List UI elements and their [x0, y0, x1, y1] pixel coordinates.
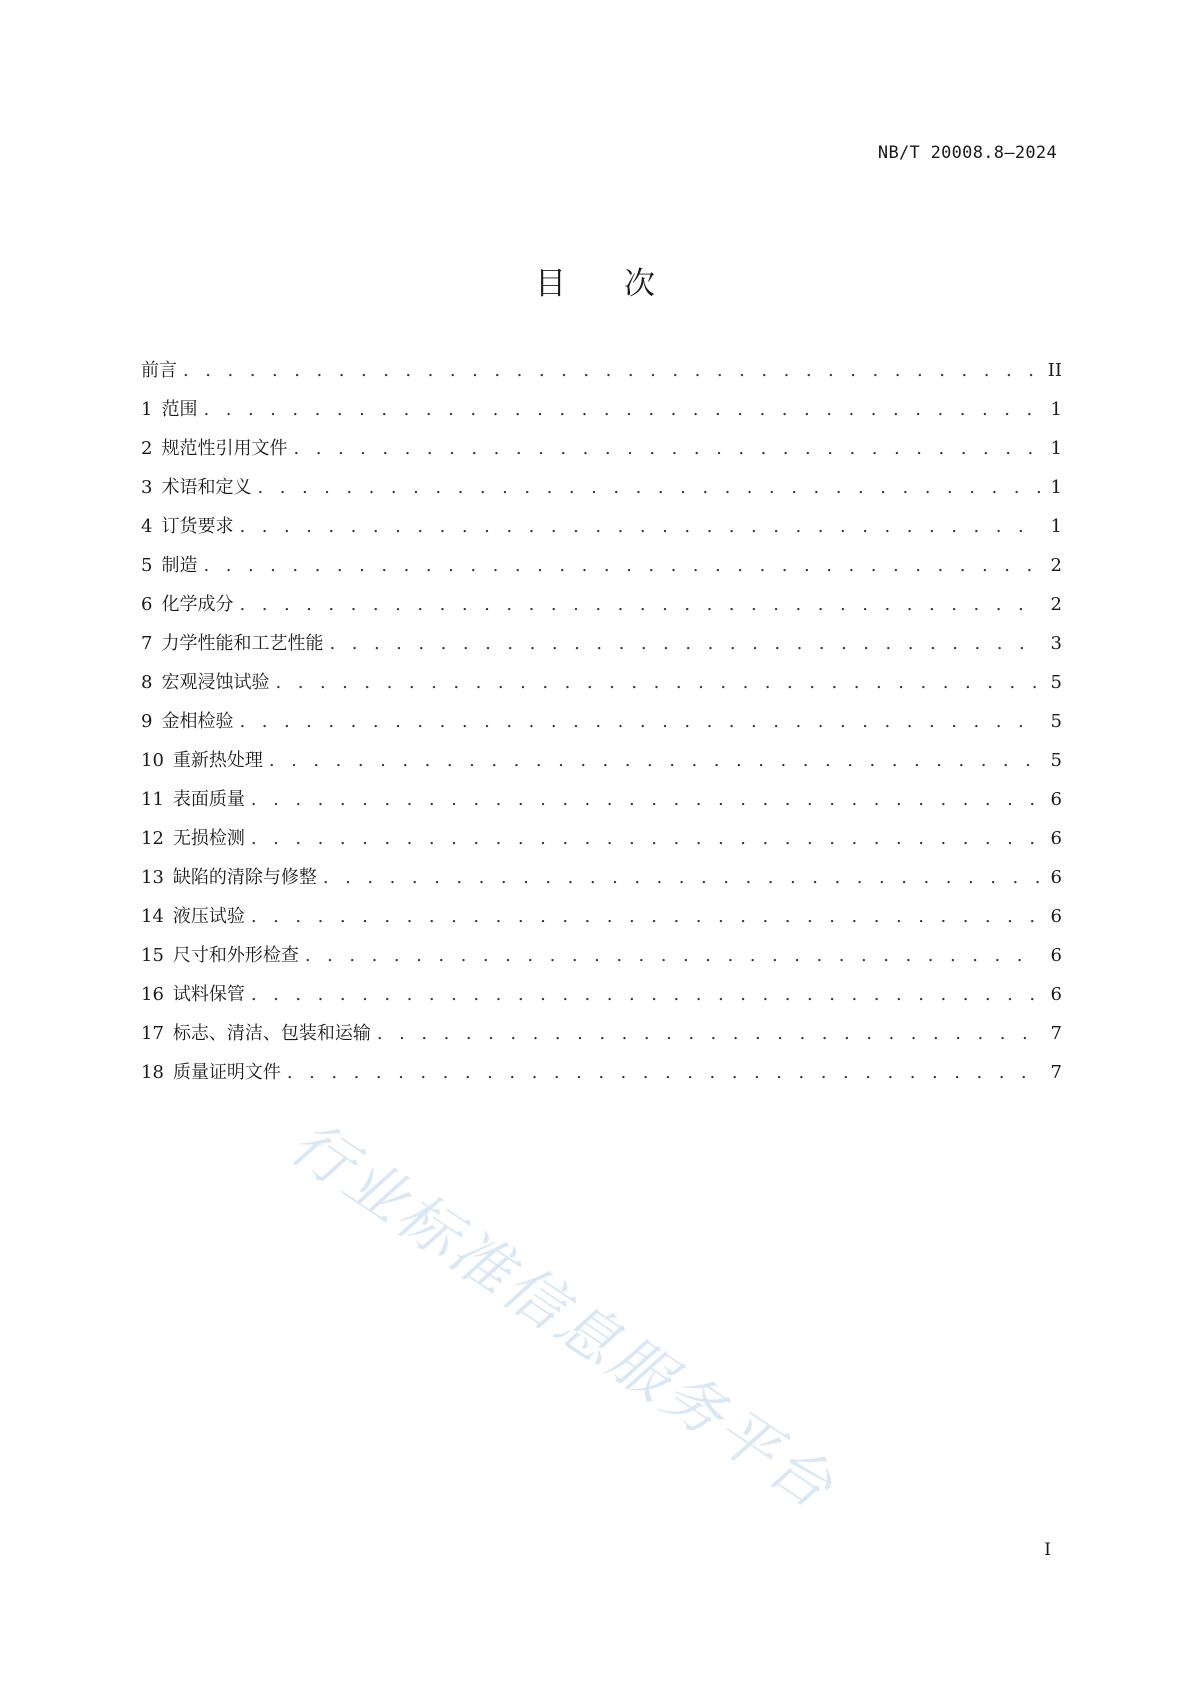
toc-dot-leader — [323, 867, 1040, 888]
toc-entry-number: 17 — [141, 1023, 164, 1044]
toc-entry-label: 液压试验 — [172, 906, 245, 927]
toc-entry-page: 6 — [1050, 945, 1062, 966]
toc-entry[interactable] — [141, 395, 1062, 434]
watermark-text: 行业标准信息服务平台 — [277, 1108, 848, 1525]
toc-entry-title — [141, 707, 233, 733]
toc-dot-leader — [203, 555, 1040, 576]
table-of-contents — [141, 356, 1062, 1097]
toc-entry-label: 试料保管 — [172, 984, 245, 1005]
toc-entry-page: II — [1047, 360, 1062, 381]
toc-entry-title — [141, 980, 245, 1006]
toc-entry-title — [141, 434, 287, 460]
toc-entry-page: 1 — [1050, 438, 1062, 459]
toc-entry-title — [141, 785, 245, 811]
toc-dot-leader — [257, 477, 1040, 498]
toc-entry-label: 订货要求 — [161, 516, 234, 537]
toc-entry-label: 宏观浸蚀试验 — [161, 672, 270, 693]
page-number: I — [1044, 1540, 1051, 1560]
toc-entry-number: 4 — [141, 516, 153, 537]
toc-dot-leader — [329, 633, 1040, 654]
toc-entry-number: 3 — [141, 477, 153, 498]
toc-entry-page: 7 — [1050, 1062, 1062, 1083]
toc-entry-label: 金相检验 — [161, 711, 234, 732]
toc-entry-title — [141, 629, 323, 655]
toc-dot-leader — [239, 594, 1040, 615]
toc-entry[interactable] — [141, 551, 1062, 590]
toc-entry-title — [141, 863, 317, 889]
page-title: 目次 — [535, 266, 713, 302]
toc-entry-title — [141, 902, 245, 928]
toc-entry[interactable] — [141, 629, 1062, 668]
toc-entry[interactable] — [141, 980, 1062, 1019]
toc-entry[interactable] — [141, 785, 1062, 824]
toc-entry-label: 缺陷的清除与修整 — [172, 867, 317, 888]
toc-entry-page: 7 — [1050, 1023, 1062, 1044]
toc-entry-number: 18 — [141, 1062, 164, 1083]
toc-entry-title — [141, 590, 233, 616]
toc-entry-page: 2 — [1050, 555, 1062, 576]
toc-entry-label: 重新热处理 — [172, 750, 263, 771]
toc-entry-title — [141, 551, 197, 577]
toc-entry-number: 13 — [141, 867, 164, 888]
toc-entry-page: 6 — [1050, 789, 1062, 810]
toc-entry[interactable] — [141, 746, 1062, 785]
toc-entry-label: 力学性能和工艺性能 — [161, 633, 324, 654]
toc-entry-title — [141, 512, 233, 538]
toc-dot-leader — [183, 360, 1040, 381]
toc-entry[interactable] — [141, 1058, 1062, 1097]
toc-entry[interactable] — [141, 434, 1062, 473]
toc-entry-title — [141, 746, 263, 772]
toc-entry-number: 7 — [141, 633, 153, 654]
toc-entry[interactable] — [141, 356, 1062, 395]
toc-entry-label: 规范性引用文件 — [161, 438, 288, 459]
toc-entry[interactable] — [141, 824, 1062, 863]
toc-entry-number: 10 — [141, 750, 164, 771]
toc-entry-title — [141, 473, 251, 499]
toc-entry-label: 制造 — [161, 555, 198, 576]
toc-entry-page: 5 — [1050, 672, 1062, 693]
toc-entry-page: 5 — [1050, 750, 1062, 771]
toc-entry-page: 6 — [1050, 906, 1062, 927]
toc-entry-label: 术语和定义 — [161, 477, 252, 498]
toc-dot-leader — [251, 789, 1040, 810]
toc-dot-leader — [251, 828, 1040, 849]
toc-entry-number: 9 — [141, 711, 153, 732]
toc-entry[interactable] — [141, 941, 1062, 980]
toc-entry-page: 1 — [1050, 516, 1062, 537]
toc-entry-number: 6 — [141, 594, 153, 615]
toc-entry-number: 12 — [141, 828, 164, 849]
toc-entry-title — [141, 824, 245, 850]
toc-entry-label: 尺寸和外形检查 — [172, 945, 299, 966]
toc-dot-leader — [287, 1062, 1040, 1083]
toc-dot-leader — [305, 945, 1040, 966]
toc-entry-page: 6 — [1050, 984, 1062, 1005]
toc-entry-label: 化学成分 — [161, 594, 234, 615]
toc-dot-leader — [239, 516, 1040, 537]
toc-entry[interactable] — [141, 902, 1062, 941]
toc-entry-number: 2 — [141, 438, 153, 459]
toc-entry-title — [141, 356, 177, 382]
toc-entry[interactable] — [141, 707, 1062, 746]
toc-entry-number: 8 — [141, 672, 153, 693]
toc-entry-label: 质量证明文件 — [172, 1062, 281, 1083]
toc-dot-leader — [251, 906, 1040, 927]
toc-entry-page: 6 — [1050, 867, 1062, 888]
toc-entry-number: 15 — [141, 945, 164, 966]
toc-dot-leader — [293, 438, 1040, 459]
toc-entry-label: 前言 — [141, 360, 177, 381]
toc-entry-label: 范围 — [161, 399, 198, 420]
toc-entry-number: 16 — [141, 984, 164, 1005]
toc-entry-page: 1 — [1050, 477, 1062, 498]
toc-entry[interactable] — [141, 512, 1062, 551]
toc-entry-page: 3 — [1050, 633, 1062, 654]
toc-dot-leader — [275, 672, 1040, 693]
toc-entry[interactable] — [141, 668, 1062, 707]
toc-entry-number: 5 — [141, 555, 153, 576]
toc-dot-leader — [269, 750, 1040, 771]
toc-entry-title — [141, 1058, 281, 1084]
toc-entry[interactable] — [141, 590, 1062, 629]
toc-entry[interactable] — [141, 473, 1062, 512]
toc-entry-title — [141, 668, 269, 694]
toc-entry-page: 5 — [1050, 711, 1062, 732]
toc-entry-title — [141, 1019, 371, 1045]
toc-entry-number: 14 — [141, 906, 164, 927]
toc-dot-leader — [239, 711, 1040, 732]
toc-entry-title — [141, 395, 197, 421]
toc-entry-number: 1 — [141, 399, 153, 420]
toc-entry-number: 11 — [141, 789, 164, 810]
toc-dot-leader — [377, 1023, 1040, 1044]
toc-entry[interactable] — [141, 1019, 1062, 1058]
toc-entry[interactable] — [141, 863, 1062, 902]
standard-number: NB/T 20008.8—2024 — [877, 143, 1057, 163]
toc-dot-leader — [203, 399, 1040, 420]
toc-entry-label: 标志、清洁、包装和运输 — [172, 1023, 371, 1044]
toc-entry-label: 无损检测 — [172, 828, 245, 849]
toc-dot-leader — [251, 984, 1040, 1005]
toc-entry-page: 6 — [1050, 828, 1062, 849]
toc-entry-page: 2 — [1050, 594, 1062, 615]
toc-entry-label: 表面质量 — [172, 789, 245, 810]
toc-entry-page: 1 — [1050, 399, 1062, 420]
toc-entry-title — [141, 941, 299, 967]
